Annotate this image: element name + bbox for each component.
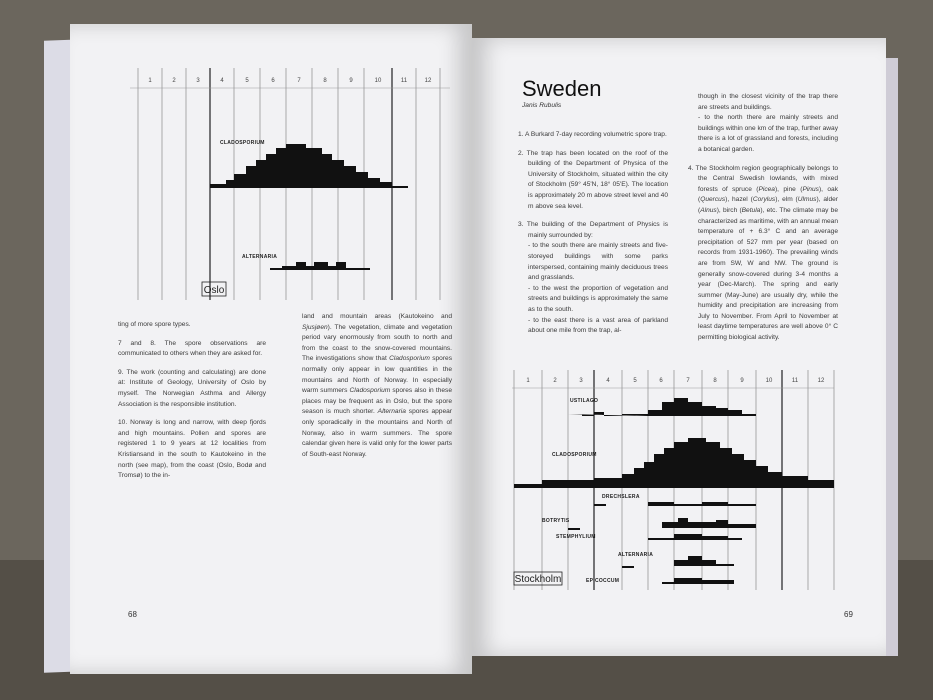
drechslera-profile: [594, 502, 756, 506]
month-label: 4: [220, 78, 224, 84]
month-label: 5: [245, 78, 249, 84]
right-text-column-1: [518, 130, 668, 337]
species-label-cladosporium: CLADOSPORIUM: [220, 140, 265, 146]
right-text-column-2: [688, 92, 838, 352]
alternaria-profile: [256, 262, 370, 270]
left-text-column-2: [302, 312, 452, 468]
list-sub-item: - to the south there are mainly streets and five-storeyed buildings with some parks interspersed, containing mainly deciduous trees and grasslands.: [528, 242, 668, 282]
species-label-botrytis: BOTRYTIS: [542, 518, 570, 524]
month-label: 1: [526, 378, 530, 384]
month-label: 7: [686, 378, 690, 384]
list-sub-item: - to the east there is a vast area of parkland about one mile from the trap, al-: [528, 316, 668, 335]
stockholm-spore-calendar-chart: [512, 370, 842, 600]
month-label: 2: [172, 78, 176, 84]
month-label: 7: [297, 78, 301, 84]
species-label-alternaria: ALTERNARIA: [242, 254, 278, 260]
page-title: Sweden: [522, 76, 602, 101]
city-label-stockholm: Stockholm: [514, 574, 562, 585]
left-text-column-1: [118, 320, 266, 490]
month-label: 8: [323, 78, 327, 84]
list-item: 1. A Burkard 7-day recording volumetric spore trap.: [518, 131, 667, 138]
paragraph: 10. Norway is long and narrow, with deep fjords and high mountains. Pollen and spores are registered 1 to 9 years at 12 localities from Kristiansand in the south to Kautokeino in the north (see map), from the coast (Oslo, Bodø and Tromsø) to the in-: [118, 419, 266, 480]
right-page: [472, 38, 886, 656]
month-label: 11: [400, 78, 408, 84]
author-name: Janis Rubulis: [522, 102, 562, 109]
list-item: 4. The Stockholm region geographically belongs to the Central Swedish lowlands, with mixed forests of spruce (Picea), pine (Pinus), oak (Quercus), hazel (Corylus), elm (Ulmus), alder (Alnus), birch (Betula), etc. The climate may be characterized as maritime, with an annual mean temperature of + 6.3° C and an average precipitation of 527 mm per year (based on records from 1931-1960). The prevailing winds are from SW, W and NW. The ground is generally snow-covered during 3-4 months a year (Dec-March). The spring and early summer (May-June) are usually dry, while the humidity and precipitation are increasing from July to November. From April to November at least daytime temperatures are well above 0° C permitting biological activity.: [688, 164, 839, 342]
month-label: 10: [765, 378, 773, 384]
species-label-drechslera: DRECHSLERA: [602, 494, 640, 500]
page-number: 68: [128, 610, 137, 619]
month-label: 9: [740, 378, 744, 384]
list-sub-item: - to the west the proportion of vegetation and streets and buildings is approximately the same as to the south.: [528, 284, 668, 313]
paragraph: though in the closest vicinity of the trap there are streets and buildings.: [698, 93, 838, 111]
species-label-epicoccum: EPICOCCUM: [586, 578, 620, 584]
list-item: 2. The trap has been located on the roof of the building of the Department of Physica of the University of Stockholm, situated within the city of Stockholm (59° 45'N, 18° 05'E). The location is approximately 20 m above street level and 40 m above sea level.: [518, 149, 668, 210]
month-label: 12: [817, 378, 825, 384]
month-label: 8: [713, 378, 717, 384]
page-number: 69: [844, 610, 853, 619]
paragraph: ting of more spore types.: [118, 321, 191, 328]
month-label: 3: [196, 78, 200, 84]
species-label-alternaria: ALTERNARIA: [618, 552, 654, 558]
month-label: 11: [791, 378, 799, 384]
cladosporium-profile: [514, 438, 834, 488]
list-item: 3. The building of the Department of Physics is mainly surrounded by:: [518, 221, 668, 239]
list-sub-item: - to the north there are mainly streets and buildings within one km of the trap, further away there is a lot of grassland and forests, including a botanical garden.: [698, 114, 838, 153]
paragraph: 9. The work (counting and calculating) are done at: Institute of Geology, University of Oslo by myself. The Norwegian Asthma and Allergy Association is the responsible institution.: [118, 368, 266, 408]
month-label: 2: [553, 378, 557, 384]
month-label: 6: [271, 78, 275, 84]
month-label: 6: [659, 378, 663, 384]
species-label-cladosporium: CLADOSPORIUM: [552, 452, 597, 458]
month-label: 4: [606, 378, 610, 384]
month-label: 5: [633, 378, 637, 384]
paragraph: land and mountain areas (Kautokeino and Sjusjøen). The vegetation, climate and vegetation period vary enormously from south to north and from the coast to the snow-covered mountains. The investigations show that Cladosporium spores normally only appear in low quantities in the mountains and North of Norway. In especially warm summers Cladosporium spores also in these places may be frequent as in Oslo, but the spore season is much shorter. Alternaria spores appear only sporadically in the mountains and North of Norway, also in warm summers. The spore calendar given here is valid only for the lower parts of South-east Norway.: [302, 313, 453, 458]
month-label: 3: [579, 378, 583, 384]
oslo-spore-calendar-chart: [130, 68, 450, 308]
month-label: 1: [148, 78, 152, 84]
cladosporium-profile: [200, 144, 408, 188]
epicoccum-profile: [662, 578, 734, 584]
city-label-oslo: Oslo: [203, 285, 225, 296]
species-label-stemphylium: STEMPHYLIUM: [556, 534, 596, 540]
month-label: 10: [374, 78, 382, 84]
paragraph: 7 and 8. The spore observations are communicated to others when they are asked for.: [118, 339, 266, 358]
species-label-ustilago: USTILAGO: [570, 398, 599, 404]
left-page: [70, 24, 472, 674]
month-label: 9: [349, 78, 353, 84]
month-label: 12: [424, 78, 432, 84]
